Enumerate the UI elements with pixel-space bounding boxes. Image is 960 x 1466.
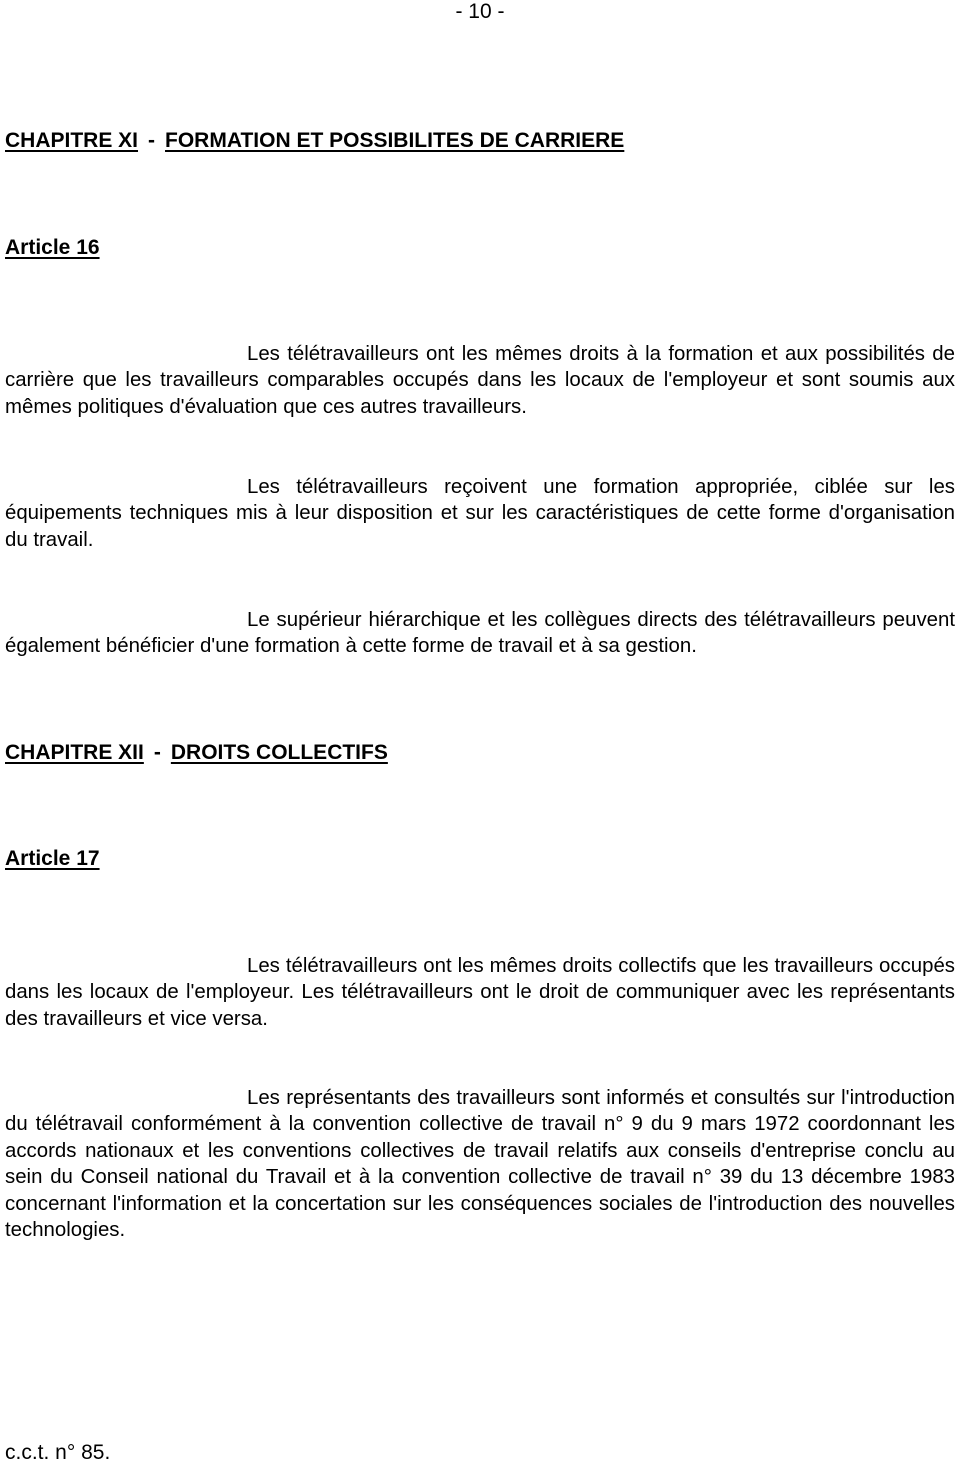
page-number: - 10 - <box>455 0 505 23</box>
article-16-heading: Article 16 <box>5 236 100 259</box>
chapter-xi-separator: - <box>148 129 156 152</box>
chapter-xii-title: DROITS COLLECTIFS <box>170 741 388 764</box>
article-16-paragraph-1: Les télétravailleurs ont les mêmes droits à la formation et aux possibilités de carrière que les travailleurs comparables occupés dans les locaux de l'employeur et sont soumis aux mêmes politiques d'évaluation que ces autres travailleurs. <box>5 343 955 418</box>
footer-reference: c.c.t. n° 85. <box>5 1441 111 1464</box>
article-17-heading: Article 17 <box>5 847 100 870</box>
article-17-paragraph-2: Les représentants des travailleurs sont informés et consultés sur l'introduction du télétravail conformément à la convention collective de travail n° 9 du 9 mars 1972 coordonnant les accords nationaux et les conventions collectives de travail relatifs aux conseils d'entreprise conclu au sein du Conseil national du Travail et à la convention collective de travail n° 39 du 13 décembre 1983 concernant l'information et la concertation sur les conséquences sociales de l'introduction des nouvelles technologies. <box>5 1087 955 1242</box>
chapter-xii-label: CHAPITRE XII <box>5 741 144 764</box>
chapter-xi-label: CHAPITRE XI <box>5 129 139 152</box>
chapter-xi-title: FORMATION ET POSSIBILITES DE CARRIERE <box>165 129 625 152</box>
chapter-xi-heading <box>5 128 624 154</box>
article-16-paragraph-3: Le supérieur hiérarchique et les collègues directs des télétravailleurs peuvent également bénéficier d'une formation à cette forme de travail et à sa gestion. <box>5 609 955 658</box>
chapter-xii-separator: - <box>153 741 161 764</box>
article-16-paragraph-2: Les télétravailleurs reçoivent une formation appropriée, ciblée sur les équipements techniques mis à leur disposition et sur les caractéristiques de cette forme d'organisation du travail. <box>5 476 955 551</box>
chapter-xii-heading <box>5 740 388 766</box>
article-17-paragraph-1: Les télétravailleurs ont les mêmes droits collectifs que les travailleurs occupés dans les locaux de l'employeur. Les télétravailleurs ont le droit de communiquer avec les représentants des travailleurs et vice versa. <box>5 955 955 1030</box>
